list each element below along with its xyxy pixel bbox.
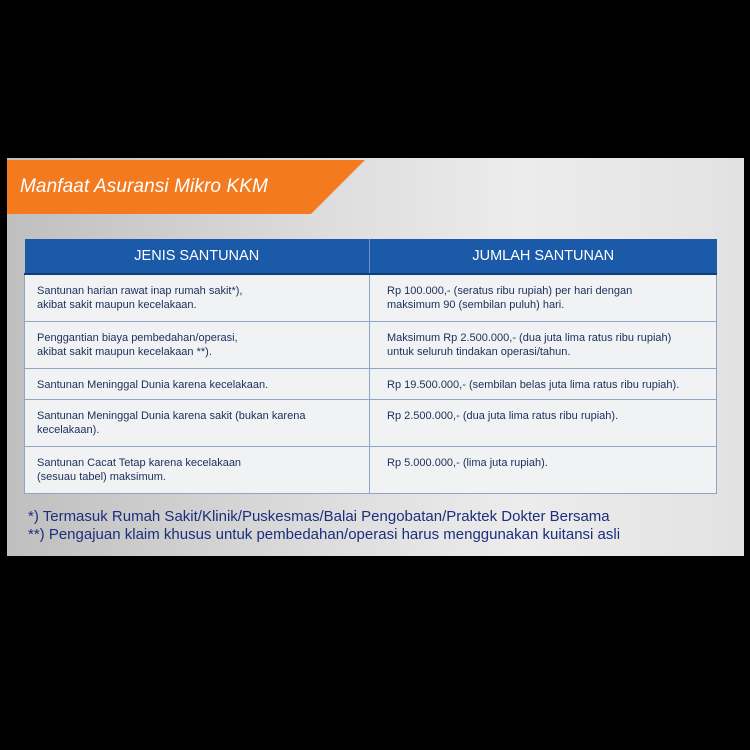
table-row <box>25 274 717 322</box>
footnotes <box>28 508 620 544</box>
footnote-claim: **) Pengajuan klaim khusus untuk pembedahan/operasi harus menggunakan kuitansi asli <box>28 526 621 543</box>
benefit-amount: Maksimum Rp 2.500.000,- (dua juta lima ratus ribu rupiah) untuk seluruh tindakan operasi/tahun. <box>370 322 717 369</box>
table-header-row <box>25 239 717 274</box>
header-jumlah-santunan: JUMLAH SANTUNAN <box>370 239 717 274</box>
footnote-hospital: *) Termasuk Rumah Sakit/Klinik/Puskesmas/Balai Pengobatan/Praktek Dokter Bersama <box>28 508 610 525</box>
benefit-amount: Rp 100.000,- (seratus ribu rupiah) per hari dengan maksimum 90 (sembilan puluh) hari. <box>370 274 717 322</box>
table-row <box>25 447 717 494</box>
benefit-type: Santunan Meninggal Dunia karena kecelakaan. <box>25 369 370 400</box>
benefit-amount: Rp 19.500.000,- (sembilan belas juta lima ratus ribu rupiah). <box>370 369 717 400</box>
benefit-type: Santunan harian rawat inap rumah sakit*), akibat sakit maupun kecelakaan. <box>25 274 370 322</box>
benefit-slide <box>7 158 744 556</box>
benefit-table <box>24 239 717 494</box>
table-row <box>25 400 717 447</box>
header-jenis-santunan: JENIS SANTUNAN <box>25 239 370 274</box>
banner-title: Manfaat Asuransi Mikro KKM <box>20 176 268 197</box>
benefit-type: Santunan Meninggal Dunia karena sakit (bukan karena kecelakaan). <box>25 400 370 447</box>
benefit-type: Santunan Cacat Tetap karena kecelakaan (sesuau tabel) maksimum. <box>25 447 370 494</box>
table-row <box>25 369 717 400</box>
title-banner <box>7 160 365 214</box>
table-row <box>25 322 717 369</box>
benefit-amount: Rp 2.500.000,- (dua juta lima ratus ribu rupiah). <box>370 400 717 447</box>
benefit-amount: Rp 5.000.000,- (lima juta rupiah). <box>370 447 717 494</box>
benefit-type: Penggantian biaya pembedahan/operasi, akibat sakit maupun kecelakaan **). <box>25 322 370 369</box>
